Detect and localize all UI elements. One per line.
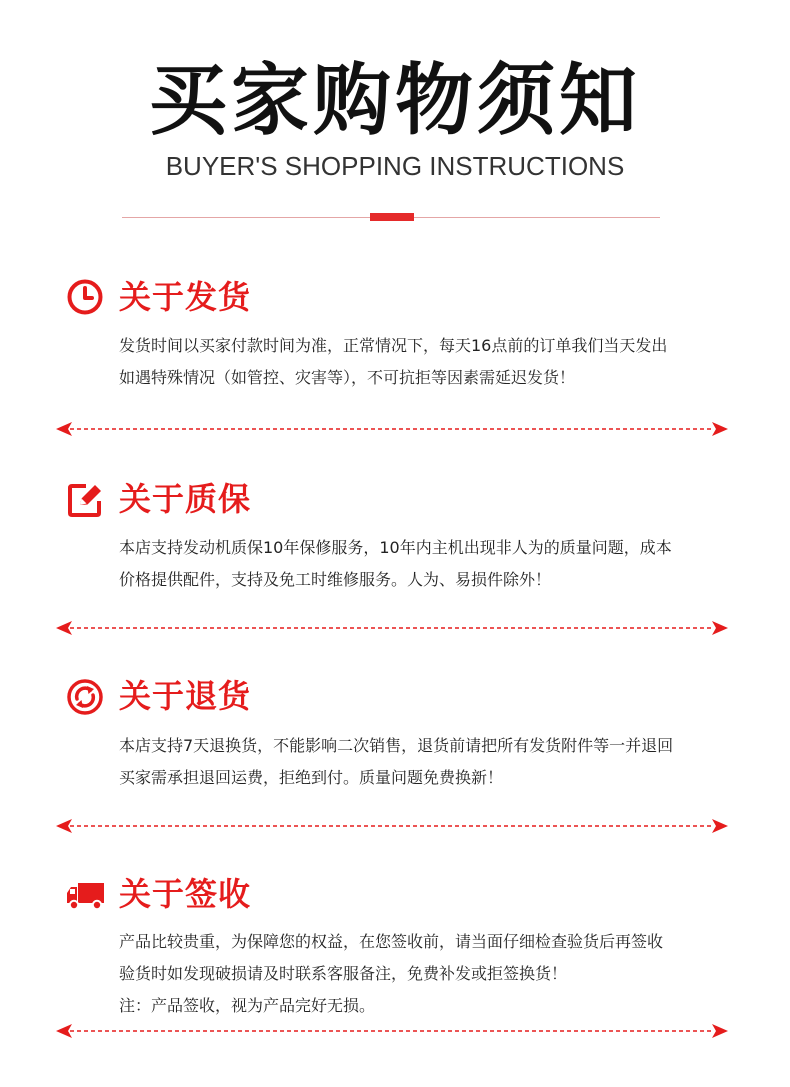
section-line: 如遇特殊情况（如管控、灾害等），不可抗拒等因素需延迟发货！ [119, 368, 576, 387]
section-title: 关于质保 [119, 480, 252, 518]
refresh-icon [66, 678, 104, 716]
section-title: 关于发货 [119, 278, 252, 316]
section-line: 注：产品签收，视为产品完好无损。 [119, 996, 376, 1015]
section-line: 本店支持7天退换货，不能影响二次销售，退货前请把所有发货附件等一并退回 [119, 736, 674, 755]
dashed-arrow-divider [56, 819, 728, 833]
dashed-arrow-divider [56, 422, 728, 436]
title-divider-accent [370, 213, 414, 221]
clock-icon [66, 278, 104, 316]
section-body [119, 926, 759, 1022]
dashed-arrow-divider [56, 1024, 728, 1038]
section-line: 买家需承担退回运费，拒绝到付。质量问题免费换新！ [119, 768, 504, 787]
section-line: 本店支持发动机质保10年保修服务，10年内主机出现非人为的质量问题，成本 [119, 538, 672, 557]
section-body [119, 730, 759, 794]
edit-icon [66, 481, 104, 519]
page-subtitle: BUYER'S SHOPPING INSTRUCTIONS [165, 151, 625, 181]
section-line: 价格提供配件，支持及免工时维修服务。人为、易损件除外！ [119, 570, 552, 589]
section-line: 产品比较贵重，为保障您的权益，在您签收前，请当面仔细检查验货后再签收 [119, 932, 664, 951]
page-title: 买家购物须知 [148, 56, 641, 146]
section-line: 验货时如发现破损请及时联系客服备注，免费补发或拒签换货！ [119, 964, 568, 983]
section-body [119, 330, 759, 394]
section-title: 关于签收 [119, 875, 252, 913]
dashed-arrow-divider [56, 621, 728, 635]
truck-icon [66, 876, 106, 914]
section-title: 关于退货 [119, 677, 252, 715]
section-line: 发货时间以买家付款时间为准，正常情况下，每天16点前的订单我们当天发出 [119, 336, 668, 355]
section-body [119, 532, 759, 596]
